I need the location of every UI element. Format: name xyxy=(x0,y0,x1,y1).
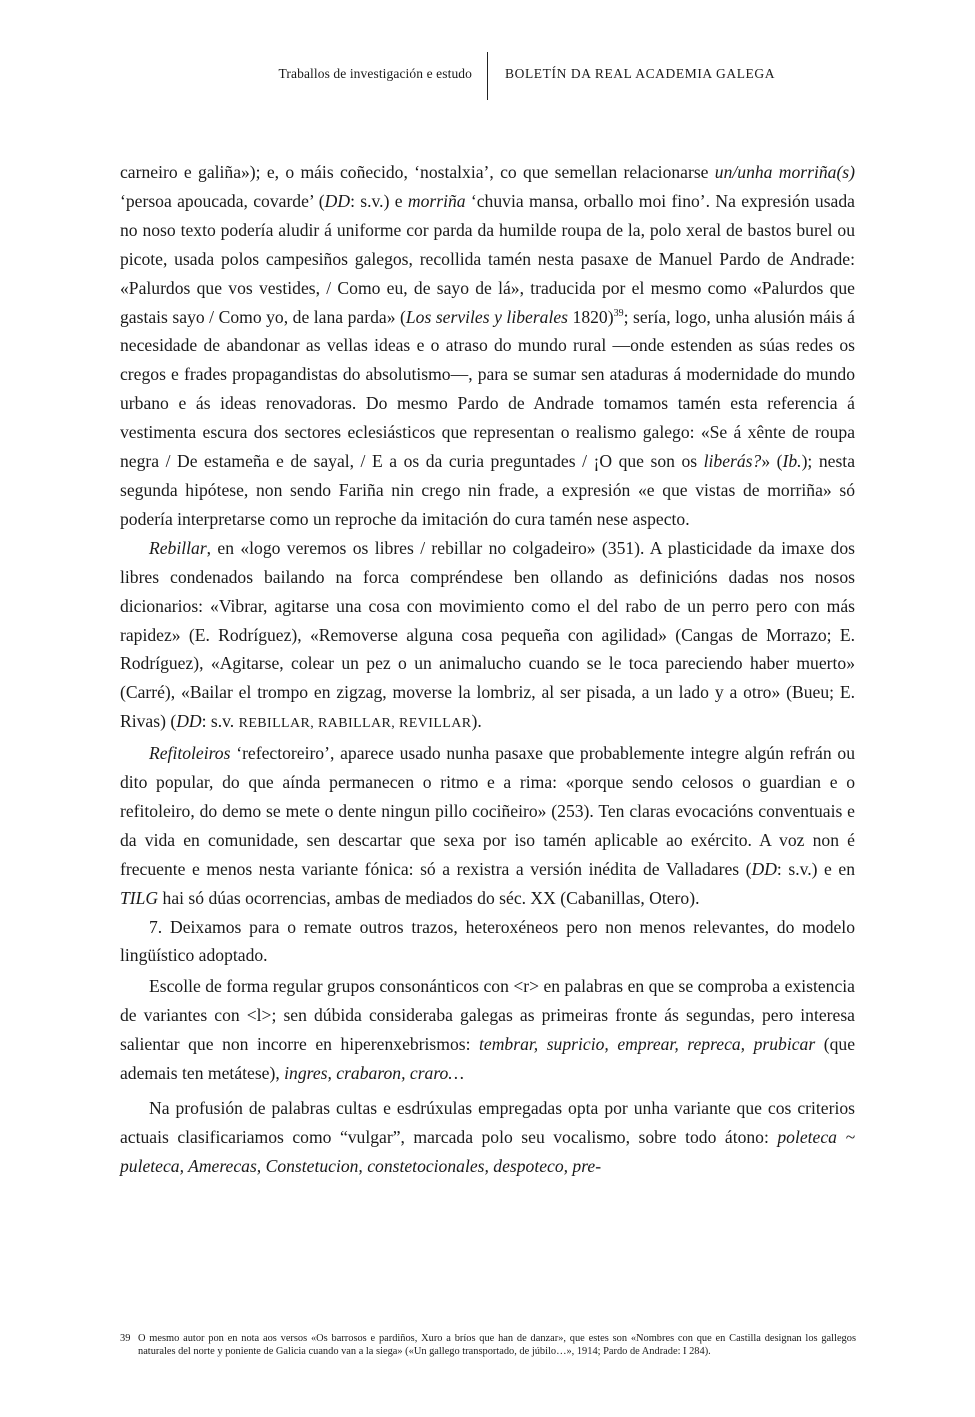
footnotes xyxy=(120,1332,856,1359)
header-journal-title: BOLETÍN DA REAL ACADEMIA GALEGA xyxy=(505,66,776,81)
paragraph-consonant-groups: Escolle de forma regular grupos consonánticos con <r> en palabras en que se comproba a existencia de variantes con <l>; sen dúbida consideraba galegas as primeiras fronte ás segundas, pero interesa salientar que non incorre en hiperenxebrismos: tembrar, supricio, emprear, repreca, prubicar (que ademais ten metátese), ingres, crabaron, craro… xyxy=(120,976,856,1084)
paragraph-cult-words: Na profusión de palabras cultas e esdrúxulas empregadas opta por unha variante que cos criterios actuais clasificariamos como “vulgar”, marcada polo seu vocalismo, sobre todo átono: poleteca ~ puleteca, Amerecas, Constetucion, constetocionales, despoteco, pre- xyxy=(120,1098,855,1176)
body-text xyxy=(120,158,855,1181)
footnote-text: O mesmo autor pon en nota aos versos «Os barrosos e pardiños, Xuro a bríos que han de danzar», que estes son «Nombres con que en Castilla designan los gallegos naturales del norte y poniente de Galicia cuando van a la siega» («Un gallego transportado, de júbilo…», 1914; Pardo de Andrade: I 284). xyxy=(138,1333,856,1358)
footnote-number: 39 xyxy=(120,1333,131,1344)
paragraph-rebillar: Rebillar, en «logo veremos os libres / rebillar no colgadeiro» (351). A plasticidade da imaxe dos libres condenados bailando na forca compréndese ben ollando as definicións dadas nos nosos dicionarios: «Vibrar, agitarse una cosa con movimiento como el del rabo de un perro pero con más rapidez» (E. Rodríguez), «Removerse alguna cosa pequeña con agilidad» (Cangas de Morrazo; E. Rodríguez), «Agitarse, colear un pez o un animalucho cuando se le toca pareciendo haber muerto» (Carré), «Bailar el trompo en zigzag, moverse la lombriz, al ser pisada, a un lado y a otro» (Bueu; E. Rivas) (DD: s.v. REBILLAR, RABILLAR, REVILLAR). xyxy=(120,537,855,732)
paragraph-section-7: 7. Deixamos para o remate outros trazos, heteroxéneos pero non menos relevantes, do modelo lingüístico adoptado. xyxy=(120,916,855,966)
paragraph-refitoleiros: Refitoleiros ‘refectoreiro’, aparece usado nunha pasaxe que probablemente integre algún refrán ou dito popular, do que aínda permanecen o ritmo e a rima: «porque sendo celosos o guardian e o refitoleiro, do demo se mete o dente ningun pillo cociñeiro» (253). Ten claras evocacións conventuais e da vida en comunidade, sen descartar que sexa por iso tamén aplicable ao exército. A voz non é frecuente e menos nesta variante fónica: só a rexistra a versión inédita de Valladares (DD: s.v.) e en TILG hai só dúas ocorrencias, ambas de mediados do séc. XX (Cabanillas, Otero). xyxy=(120,743,856,908)
paragraph-morrina: carneiro e galiña»); e, o máis coñecido, ‘nostalxia’, co que semellan relacionarse un/unha morriña(s) ‘persoa apoucada, covarde’ (DD: s.v.) e morriña ‘chuvia mansa, orballo moi fino’. Na expresión usada no noso texto podería aludir á uniforme cor parda da humilde roupa de la, polo xeral de bastos burel ou picote, usada polos campesiños galegos, recollida tamén nesta pasaxe de Manuel Pardo de Andrade: «Palurdos que vos vestides, / Como eu, de sayo de lá», traducida por el mesmo como «Palurdos que gastais sayo / Como yo, de lana parda» (Los serviles y liberales 1820)$^{39}$; sería, logo, unha alusión máis á necesidade de abandonar as vellas ideas e o atraso do mundo rural —onde estenden as súas redes os cregos e frades propagandistas do absolutismo—, para se sumar sen ataduras á modernidade do mundo urbano e ás ideas renovadoras. Do mesmo Pardo de Andrade tomamos tamén esta referencia á vestimenta escura dos sectores eclesiásticos que representan o realismo galego: «Se á xênte de roupa negra / De estameña e de sayal, / E a os da curia preguntades / ¡O que son os liberás?» (Ib.); nesta segunda hipótese, non sendo Fariña nin crego nin frade, a expresión «e que vistas de morriña» só podería interpretarse como un reproche da imitación do cura tamén nese aspecto. xyxy=(120,162,856,529)
footnote-reference[interactable]: 39 xyxy=(613,307,624,319)
header-section-title: Traballos de investigación e estudo xyxy=(278,66,472,81)
running-header xyxy=(0,52,975,100)
header-divider xyxy=(487,52,488,100)
